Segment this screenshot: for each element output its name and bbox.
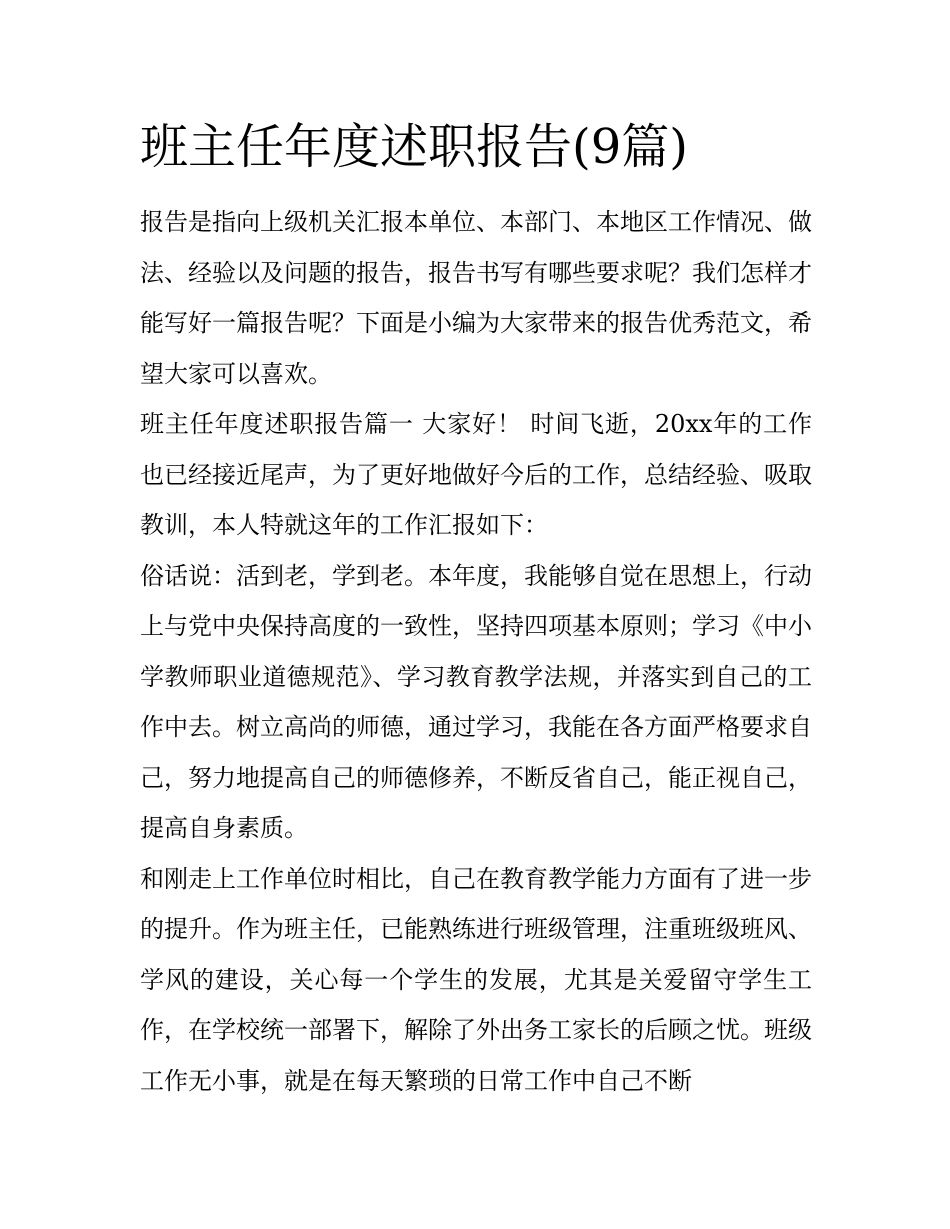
document-title: 班主任年度述职报告(9篇) [140, 119, 688, 175]
paragraph-chapter-one-opening: 班主任年度述职报告篇一 大家好！ 时间飞逝，20xx年的工作也已经接近尾声，为了更好地做好今后的工作，总结经验、吸取教训，本人特就这年的工作汇报如下： [140, 410, 812, 539]
paragraph-ideology: 俗话说：活到老，学到老。本年度，我能够自觉在思想上，行动上与党中央保持高度的一致性，坚持四项基本原则；学习《中小学教师职业道德规范》、学习教育教学法规，并落实到自己的工作中去。树立高尚的师德，通过学习，我能在各方面严格要求自己，努力地提高自己的师德修养，不断反省自己，能正视自己，提高自身素质。 [140, 561, 812, 842]
document-body [140, 197, 812, 1106]
paragraph-teaching-ability: 和刚走上工作单位时相比，自己在教育教学能力方面有了进一步的提升。作为班主任，已能熟练进行班级管理，注重班级班风、学风的建设，关心每一个学生的发展，尤其是关爱留守学生工作，在学校统一部署下，解除了外出务工家长的后顾之忧。班级工作无小事，就是在每天繁琐的日常工作中自己不断 [140, 864, 812, 1095]
paragraph-intro: 报告是指向上级机关汇报本单位、本部门、本地区工作情况、做法、经验以及问题的报告，报告书写有哪些要求呢？我们怎样才能写好一篇报告呢？下面是小编为大家带来的报告优秀范文，希望大家可以喜欢。 [140, 208, 812, 388]
